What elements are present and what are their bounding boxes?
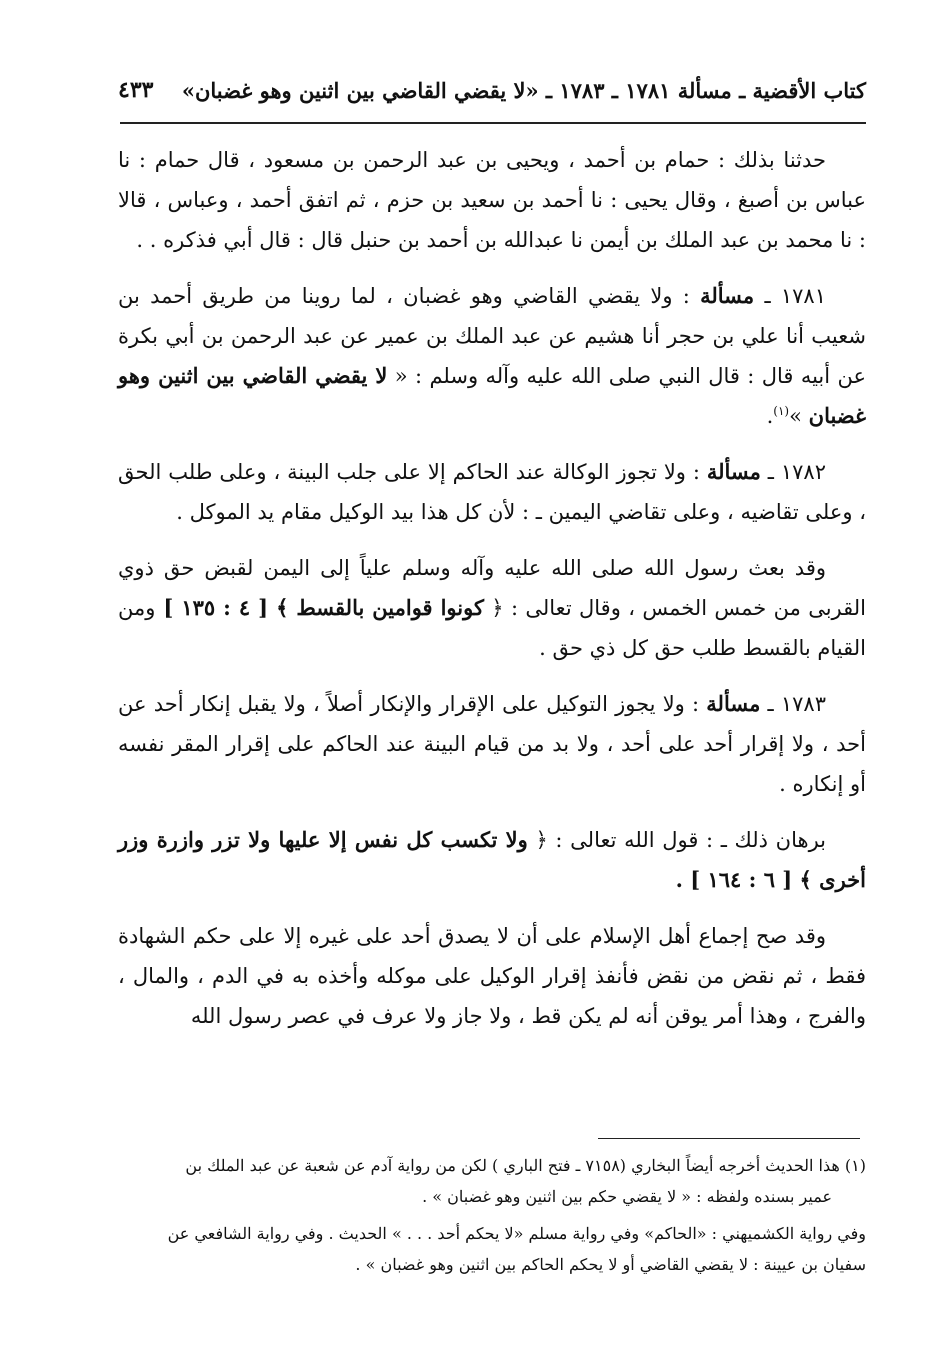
paragraph-issue-1782 <box>118 452 866 532</box>
paragraph-issue-1781 <box>118 276 866 436</box>
footnote-line: وفي رواية الكشميهني : «الحاكم» وفي رواية مسلم «لا يحكم أحد . . . » الحديث . وفي رواية الشافعي عن <box>167 1224 866 1243</box>
body-text <box>118 140 866 1052</box>
header-rule <box>120 122 866 124</box>
quran-reference: ﴾ [ ٦ : ١٦٤ ] . <box>675 867 820 892</box>
paragraph-text-tail: ومن القيام بالقسط طلب حق كل ذي حق . <box>118 596 866 660</box>
footnotes <box>118 1150 866 1286</box>
paragraph-text: : ولا تجوز الوكالة عند الحاكم إلا على جلب البينة ، وعلى طلب الحق ، وعلى تقاضيه ، وعلى تقاضي اليمين ـ : لأن كل هذا بيد الوكيل مقام يد الموكل . <box>118 460 866 524</box>
footnote-1 <box>118 1150 866 1212</box>
quran-quote: ولا تكسب كل نفس إلا عليها ولا تزر وازرة وزر أخرى <box>118 827 866 892</box>
issue-number: ١٧٨٢ ـ <box>760 460 826 484</box>
paragraph-text: وقد بعث رسول الله صلى الله عليه وآله وسلم علياً إلى اليمن لقبض حق ذوي القربى من خمس الخمس ، وقال تعالى : ﴿ <box>118 556 866 620</box>
paragraph-text: حدثنا بذلك : حمام بن أحمد ، ويحيى بن عبد الرحمن بن مسعود ، قال حمام : نا عباس بن أصبغ ، وقال يحيى : نا أحمد بن سعيد بن حزم ، ثم اتفق أحمد ، وعباس ، قالا : نا محمد بن عبد الملك بن أيمن نا عبدالله بن أحمد بن حنبل قال : قال أبي فذكره . . <box>118 148 866 252</box>
quran-quote: كونوا قوامين بالقسط <box>296 595 484 620</box>
paragraph-consensus <box>118 916 866 1036</box>
quote-close: » <box>789 404 809 428</box>
issue-label: مسألة <box>706 459 761 484</box>
page-number: ٤٣٣ <box>118 77 154 103</box>
paragraph-text: برهان ذلك ـ : قول الله تعالى : ﴿ <box>527 828 826 852</box>
header-title: كتاب الأقضية ـ مسألة ١٧٨١ ـ ١٧٨٣ ـ «لا يقضي القاضي بين اثنين وهو غضبان» <box>181 77 866 103</box>
hadith-quote: لا يقضي القاضي بين اثنين وهو غضبان <box>118 363 866 428</box>
paragraph-proof <box>118 820 866 900</box>
footnote-reference[interactable]: (١) <box>773 404 790 418</box>
issue-label: مسألة <box>700 283 755 308</box>
footnote-line: سفيان بن عيينة : لا يقضي القاضي أو لا يحكم الحاكم بين اثنين وهو غضبان » . <box>355 1255 866 1274</box>
paragraph-text: : ولا يجوز التوكيل على الإقرار والإنكار أصلاً ، ولا يقبل إنكار أحد عن أحد ، ولا إقرار أحد على أحد ، ولا بد من قيام البينة عند الحاكم على إقرار المقر نفسه أو إنكاره . <box>118 692 866 796</box>
footnote-2 <box>118 1218 866 1280</box>
paragraph-chain-of-narration <box>118 140 866 260</box>
running-header <box>118 74 866 106</box>
issue-number: ١٧٨١ ـ <box>754 284 826 308</box>
quran-reference: ﴾ [ ٤ : ١٣٥ ] <box>155 595 297 620</box>
footnote-line: عمير بسنده ولفظه : « لا يقضي حكم بين اثنين وهو غضبان » . <box>422 1187 832 1206</box>
sentence-end: . <box>766 404 774 428</box>
paragraph-evidence-yemen <box>118 548 866 668</box>
paragraph-text: وقد صح إجماع أهل الإسلام على أن لا يصدق أحد على غيره إلا على حكم الشهادة فقط ، ثم نقض من نقض فأنفذ إقرار الوكيل على موكله وأخذه به في الدم ، والمال ، والفرج ، وهذا أمر يوقن أنه لم يكن قط ، ولا جاز ولا عرف في عصر رسول الله <box>118 924 866 1028</box>
issue-label: مسألة <box>706 691 761 716</box>
issue-number: ١٧٨٣ ـ <box>760 692 826 716</box>
footnote-rule <box>598 1138 860 1139</box>
footnote-line: (١) هذا الحديث أخرجه أيضاً البخاري (٧١٥٨ ـ فتح الباري ) لكن من رواية آدم عن شعبة عن عبد الملك بن <box>185 1156 866 1175</box>
paragraph-text: : ولا يقضي القاضي وهو غضبان ، لما روينا من طريق أحمد بن شعيب أنا علي بن حجر أنا هشيم عن عبد الملك بن عمير عن عبد الرحمن بن أبي بكرة عن أبيه قال : قال النبي صلى الله عليه وآله وسلم : « <box>118 284 866 388</box>
paragraph-issue-1783 <box>118 684 866 804</box>
